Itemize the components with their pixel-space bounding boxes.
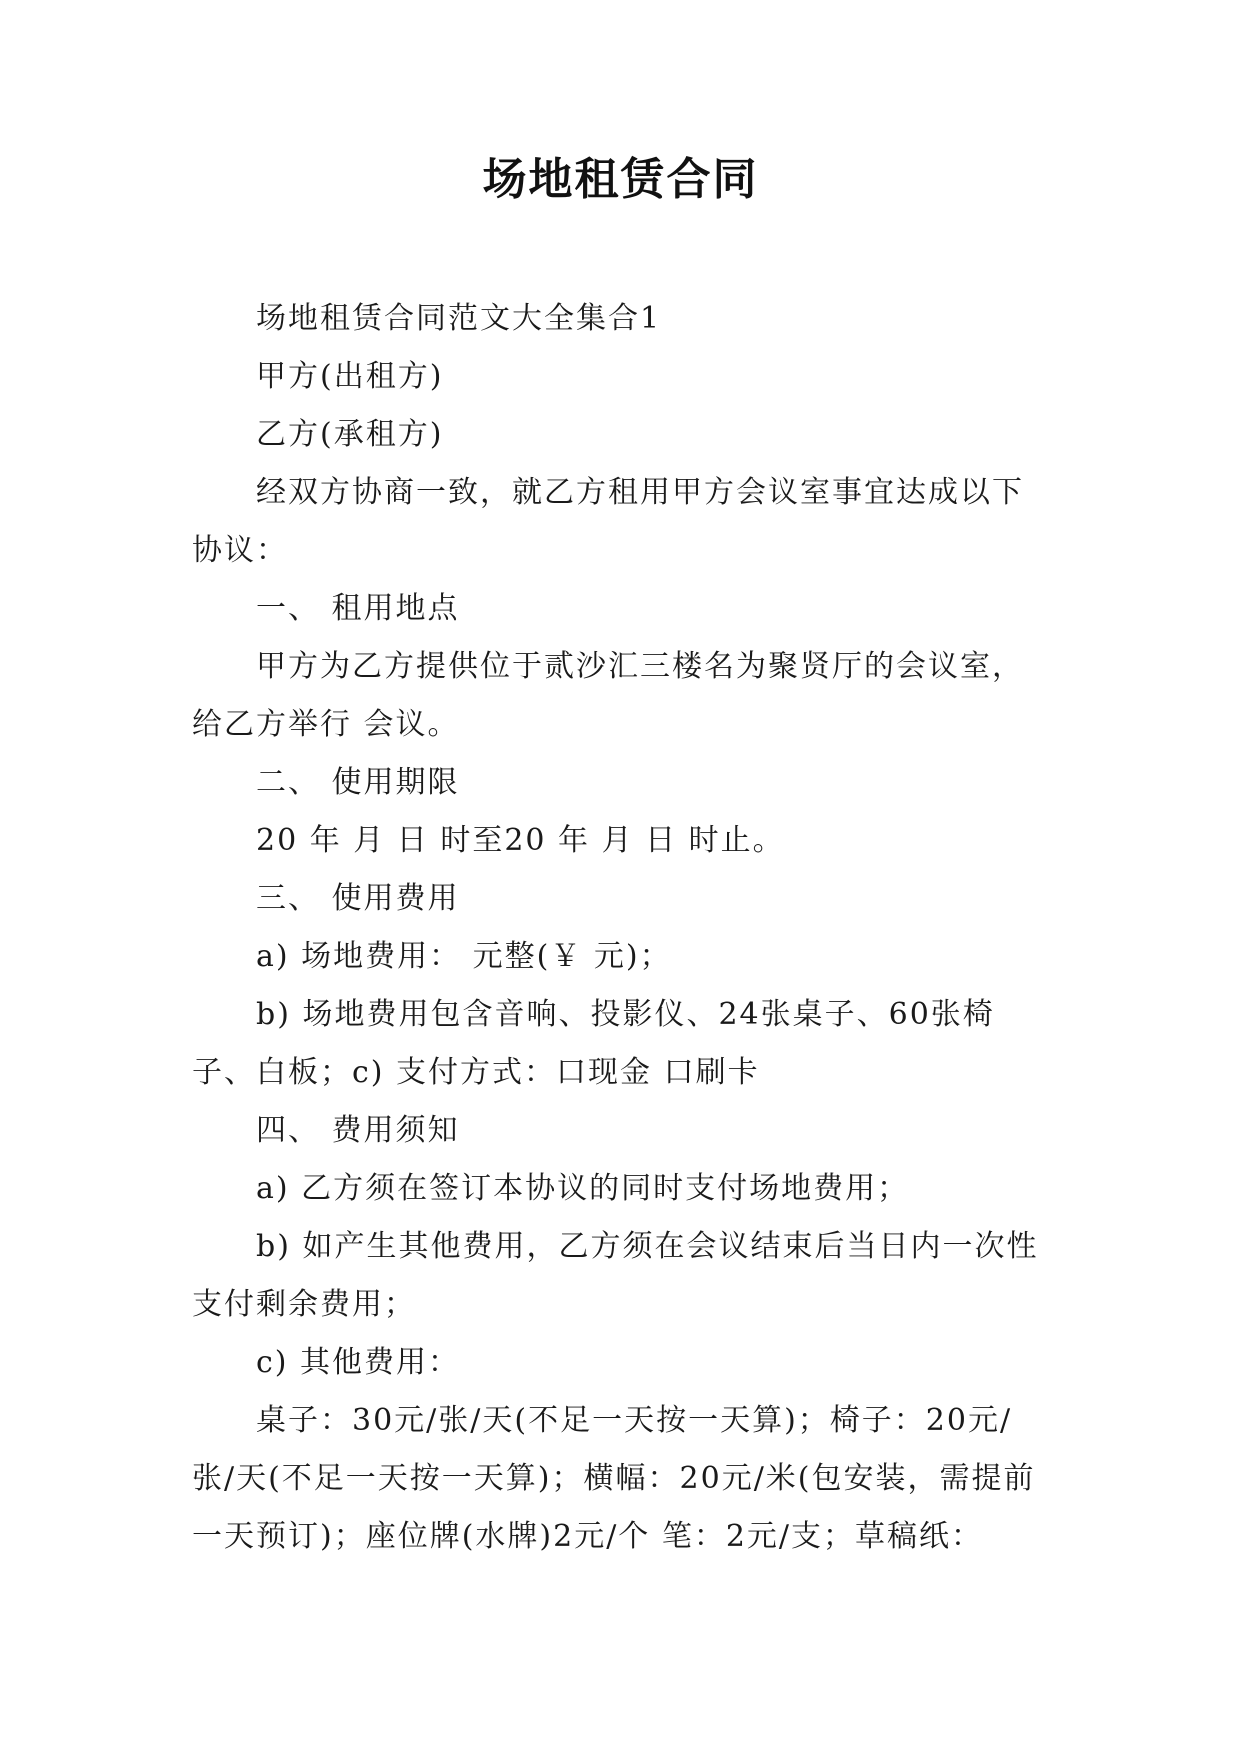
paragraph-party-b: 乙方(承租方) bbox=[256, 417, 444, 452]
paragraph-term: 20 年 月 日 时至20 年 月 日 时止。 bbox=[256, 823, 785, 858]
paragraph-fee-b: b) 场地费用包含音响、投影仪、24张桌子、60张椅子、白板；c) 支付方式：口现金 口刷卡 bbox=[192, 997, 995, 1090]
paragraph-note-a: a) 乙方须在签订本协议的同时支付场地费用； bbox=[256, 1171, 910, 1206]
paragraph-note-b: b) 如产生其他费用，乙方须在会议结束后当日内一次性支付剩余费用； bbox=[192, 1229, 1039, 1322]
section-heading-fees: 三、 使用费用 bbox=[256, 881, 460, 916]
paragraph-agreement-intro: 经双方协商一致，就乙方租用甲方会议室事宜达成以下协议： bbox=[192, 475, 1024, 568]
document-title: 场地租赁合同 bbox=[482, 154, 759, 205]
paragraph-location: 甲方为乙方提供位于贰沙汇三楼名为聚贤厅的会议室，给乙方举行 会议。 bbox=[192, 649, 1024, 742]
document-body bbox=[192, 290, 1052, 1566]
section-heading-location: 一、 租用地点 bbox=[256, 591, 460, 626]
paragraph-other-fees: 桌子：30元/张/天(不足一天按一天算)；椅子：20元/张/天(不足一天按一天算)；横幅：20元/米(包安装，需提前一天预订)；座位牌(水牌)2元/个 笔：2元/支；草稿纸： bbox=[192, 1403, 1036, 1554]
paragraph-note-c: c) 其他费用： bbox=[256, 1345, 461, 1380]
paragraph-party-a: 甲方(出租方) bbox=[256, 359, 444, 394]
section-heading-fee-notes: 四、 费用须知 bbox=[256, 1113, 460, 1148]
section-heading-term: 二、 使用期限 bbox=[256, 765, 460, 800]
paragraph-fee-a: a) 场地费用： 元整(￥ 元)； bbox=[256, 939, 672, 974]
paragraph-subtitle: 场地租赁合同范文大全集合1 bbox=[256, 301, 662, 336]
